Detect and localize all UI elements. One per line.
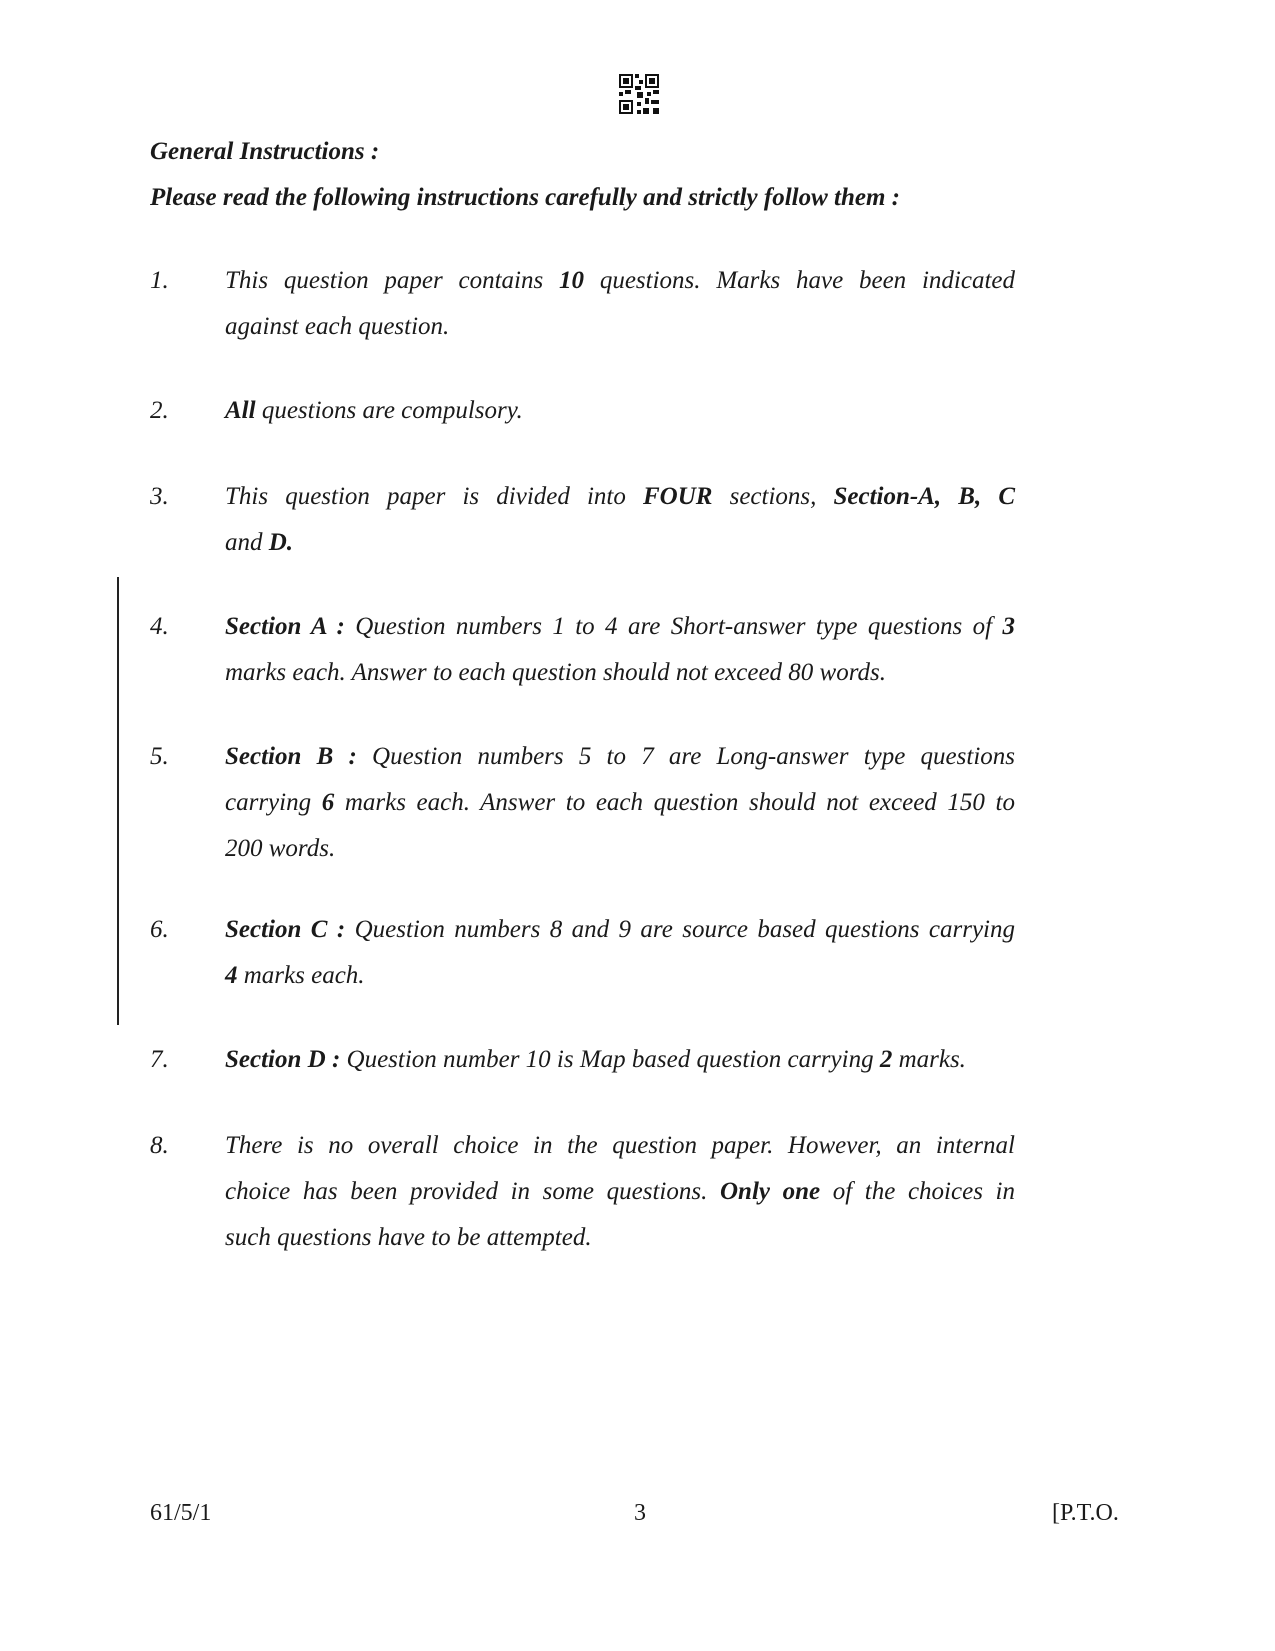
instruction-number: 3. <box>150 483 169 510</box>
instruction-line: All questions are compulsory. <box>225 397 523 424</box>
instruction-line: marks each. Answer to each question should not exceed 80 words. <box>225 659 887 686</box>
instruction-number: 1. <box>150 267 169 294</box>
instruction-line: There is no overall choice in the question paper. However, an internal <box>225 1132 1015 1159</box>
instruction-line: choice has been provided in some questions. Only one of the choices in <box>225 1178 1015 1205</box>
instruction-text <box>225 388 1015 434</box>
instruction-text <box>225 907 1015 999</box>
instruction-number: 6. <box>150 916 169 943</box>
instruction-line: 4 marks each. <box>225 962 365 989</box>
instruction-line: such questions have to be attempted. <box>225 1224 592 1251</box>
pto-label: [P.T.O. <box>1052 1500 1119 1526</box>
general-instructions-title: General Instructions : <box>150 138 380 165</box>
instruction-text <box>225 734 1015 872</box>
qr-code-icon <box>619 74 659 114</box>
paper-code: 61/5/1 <box>150 1500 212 1526</box>
instruction-line: carrying 6 marks each. Answer to each question should not exceed 150 to <box>225 789 1015 816</box>
instruction-line: Section B : Question numbers 5 to 7 are Long-answer type questions <box>225 743 1015 770</box>
page-number: 3 <box>634 1500 646 1526</box>
instruction-line: This question paper is divided into FOUR sections, Section-A, B, C <box>225 483 1015 510</box>
margin-revision-bar <box>117 577 119 1025</box>
instruction-number: 8. <box>150 1132 169 1159</box>
instructions-subtitle: Please read the following instructions carefully and strictly follow them : <box>150 184 901 211</box>
instruction-line: 200 words. <box>225 835 336 862</box>
instruction-number: 2. <box>150 397 169 424</box>
instruction-number: 5. <box>150 743 169 770</box>
instruction-line: This question paper contains 10 questions. Marks have been indicated <box>225 267 1015 294</box>
instruction-text <box>225 474 1015 566</box>
instruction-line: Section C : Question numbers 8 and 9 are source based questions carrying <box>225 916 1015 943</box>
instruction-text <box>225 1037 1015 1083</box>
instruction-number: 4. <box>150 613 169 640</box>
instruction-line: Section D : Question number 10 is Map based question carrying 2 marks. <box>225 1046 966 1073</box>
instruction-line: against each question. <box>225 313 450 340</box>
instruction-text <box>225 258 1015 350</box>
instruction-text <box>225 1123 1015 1261</box>
instruction-number: 7. <box>150 1046 169 1073</box>
instruction-line: Section A : Question numbers 1 to 4 are Short-answer type questions of 3 <box>225 613 1015 640</box>
instruction-line: and D. <box>225 529 294 556</box>
instruction-text <box>225 604 1015 696</box>
